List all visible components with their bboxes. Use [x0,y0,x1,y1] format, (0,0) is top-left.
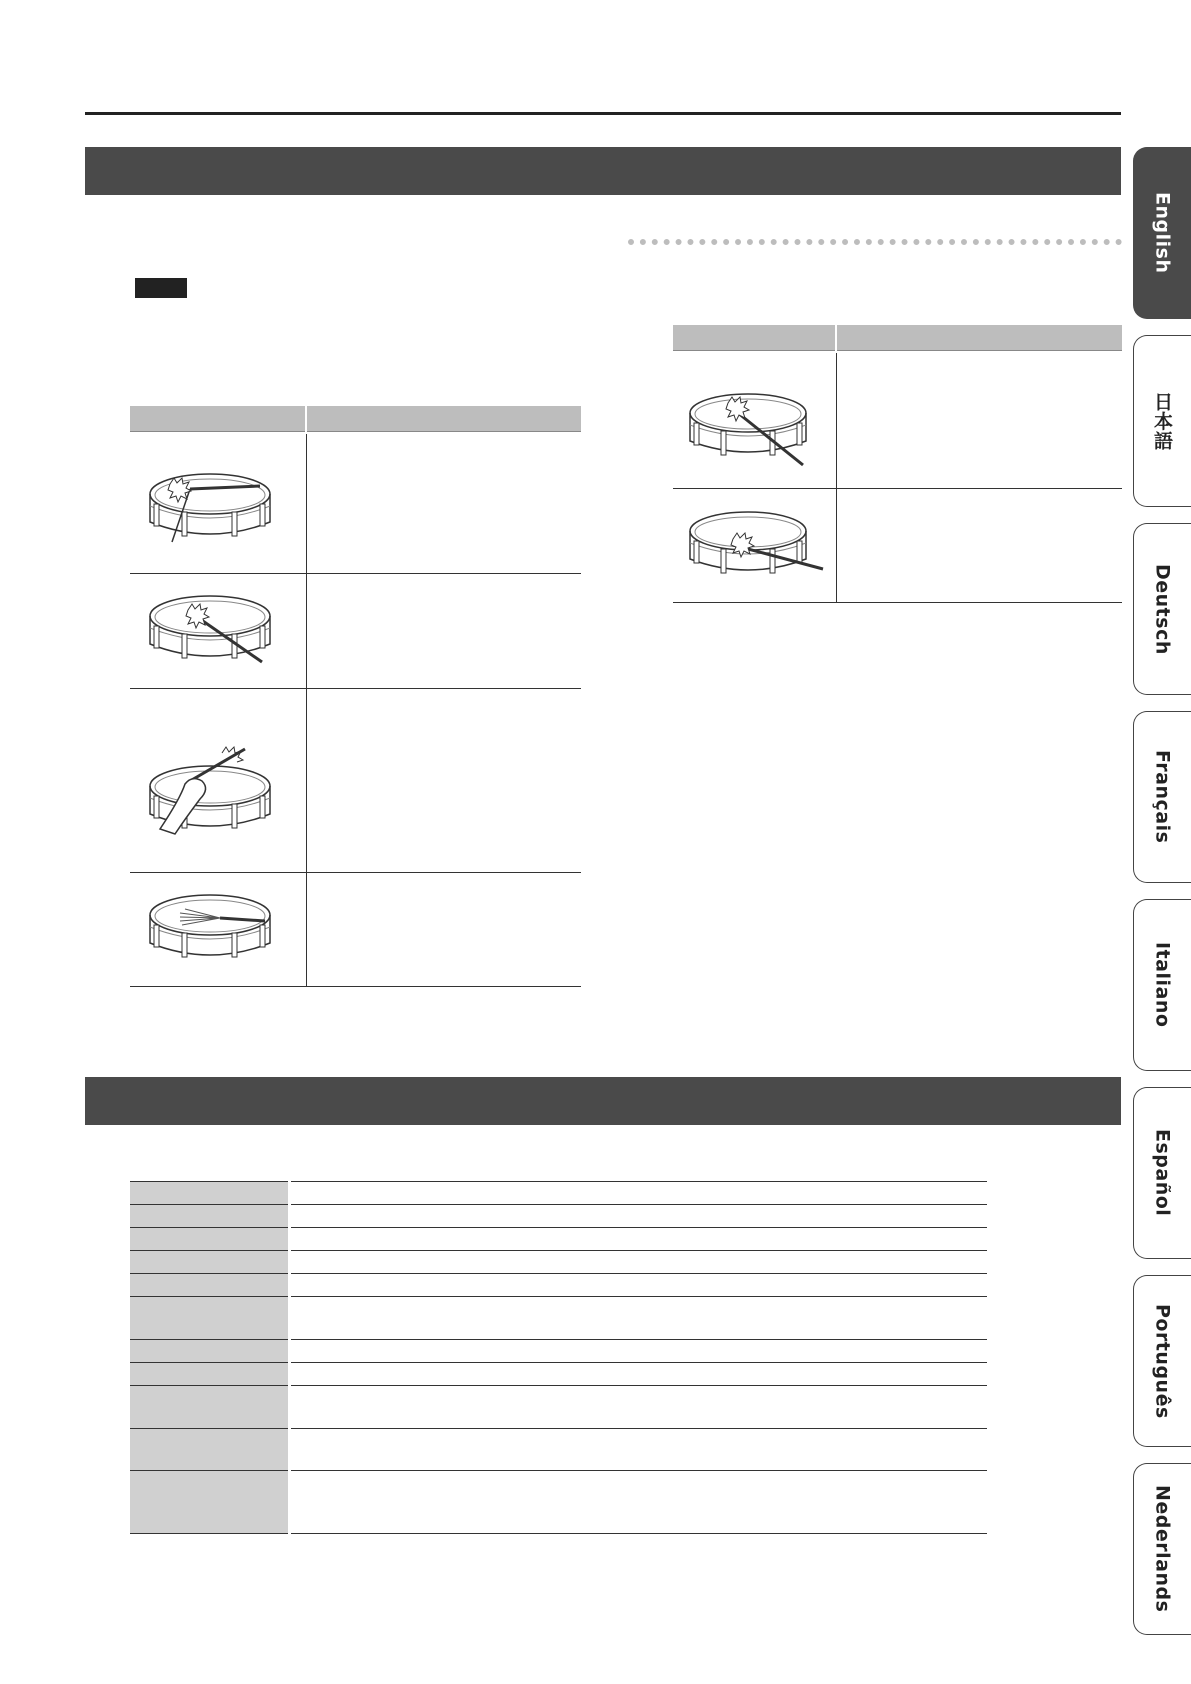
drum-stick-head-icon [130,433,306,574]
table-header-cell [836,325,1122,352]
table-header-cell [306,406,581,433]
tab-english[interactable]: English [1133,147,1191,319]
tab-espanol[interactable]: Español [1133,1087,1191,1259]
tab-japanese[interactable]: 日本語 [1133,335,1191,507]
tab-portugues[interactable]: Português [1133,1275,1191,1447]
table-row [130,1363,987,1386]
left-technique-table [130,406,581,987]
tab-italiano[interactable]: Italiano [1133,899,1191,1071]
table-header-cell [673,325,836,352]
table-row [130,1251,987,1274]
drum-stick-rim-shot-icon [673,352,836,489]
table-header-cell [130,406,306,433]
table-row [130,1471,987,1534]
table-row [130,1429,987,1471]
section-header-bar-1 [85,147,1121,195]
tab-francais[interactable]: Français [1133,711,1191,883]
drum-stick-rim-icon [130,574,306,689]
section-header-bar-2 [85,1077,1121,1125]
top-rule [85,112,1121,115]
tab-deutsch[interactable]: Deutsch [1133,523,1191,695]
tab-nederlands[interactable]: Nederlands [1133,1463,1191,1635]
table-row [130,1297,987,1340]
table-row [130,1205,987,1228]
spec-table [130,1181,987,1534]
table-row [130,1386,987,1429]
table-row [130,1274,987,1297]
drum-hand-mute-icon [130,689,306,873]
dotted-divider [628,239,1122,245]
drum-stick-cross-stick-icon [673,489,836,603]
table-row [130,1340,987,1363]
drum-brush-icon [130,873,306,987]
table-row [130,1182,987,1205]
right-technique-table [673,325,1122,603]
table-row [130,1228,987,1251]
note-badge [135,278,187,298]
